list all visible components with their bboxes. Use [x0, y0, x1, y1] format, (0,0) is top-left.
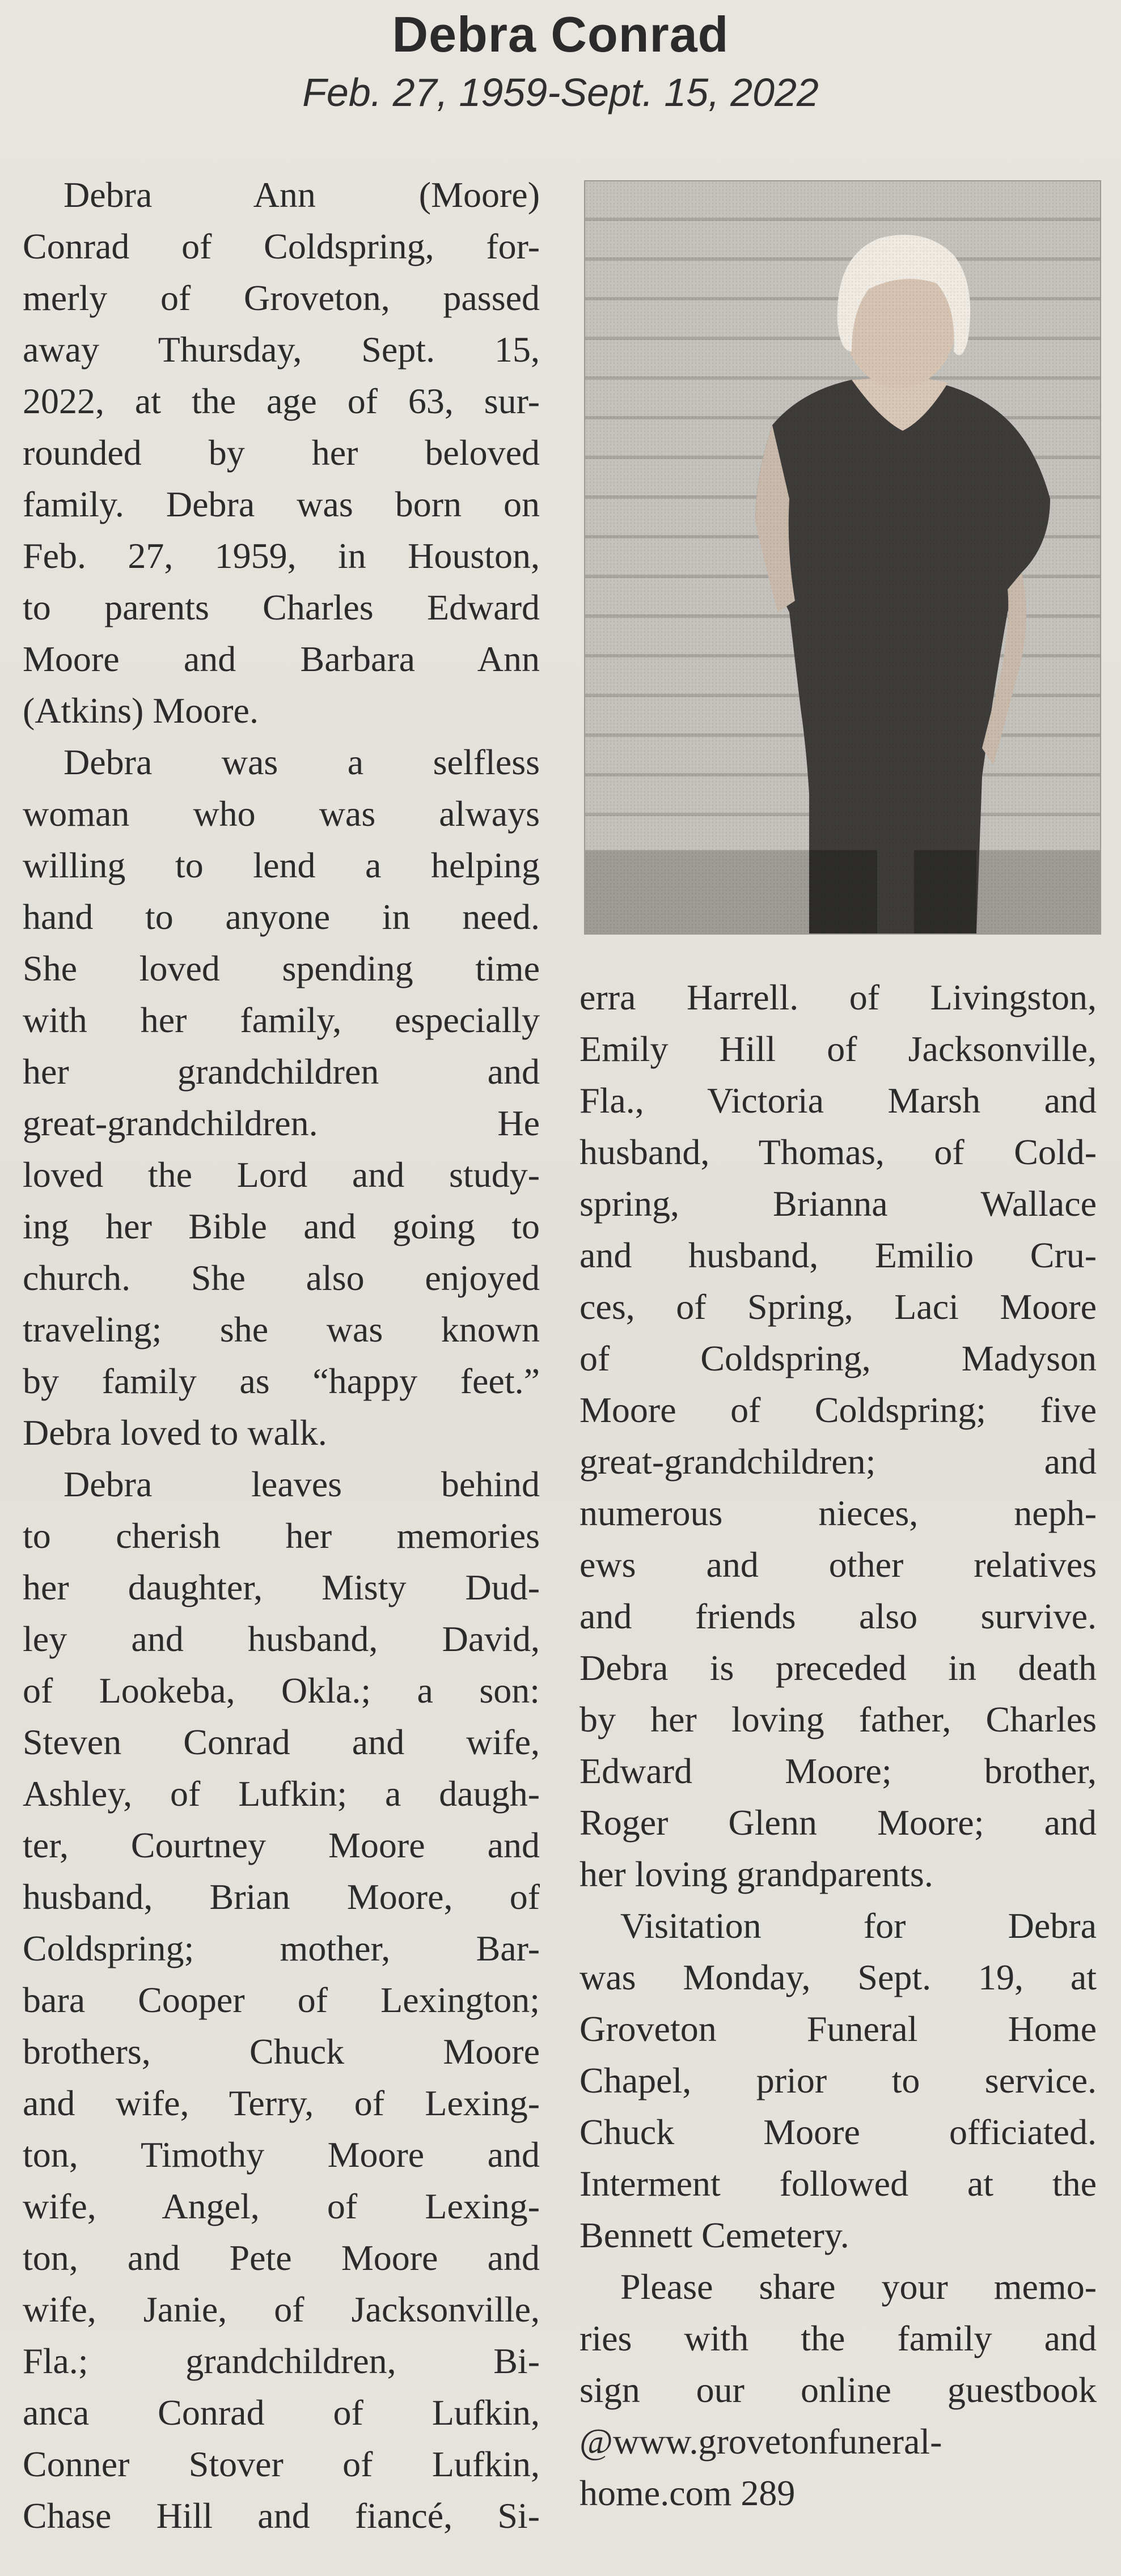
text-line: numerous nieces, neph- [579, 1493, 1097, 1533]
portrait-photo [584, 180, 1101, 935]
text-line: home.com 289 [579, 2473, 796, 2513]
text-line: great-grandchildren; and [579, 1441, 1097, 1482]
text-line: by family as “happy feet.” [23, 1361, 540, 1401]
text-line: Edward Moore; brother, [579, 1751, 1097, 1791]
text-line: with her family, especially [23, 1000, 540, 1040]
text-line: Emily Hill of Jacksonville, [579, 1029, 1097, 1069]
text-line: ing her Bible and going to [23, 1206, 540, 1246]
text-line: Visitation for Debra [620, 1906, 1097, 1946]
text-line: 2022, at the age of 63, sur- [23, 381, 540, 421]
text-line: Steven Conrad and wife, [23, 1722, 540, 1762]
text-line: and husband, Emilio Cru- [579, 1235, 1097, 1275]
text-line: Debra Ann (Moore) [64, 175, 540, 215]
text-line: Chapel, prior to service. [579, 2060, 1097, 2100]
text-line: Debra is preceded in death [579, 1648, 1097, 1688]
text-line: her grandchildren and [23, 1051, 540, 1092]
text-line: She loved spending time [23, 948, 540, 988]
text-line: Fla.; grandchildren, Bi- [23, 2341, 540, 2381]
text-line: rounded by her beloved [23, 432, 540, 473]
text-line: and friends also survive. [579, 1596, 1097, 1636]
text-line: hand to anyone in need. [23, 897, 540, 937]
text-line: brothers, Chuck Moore [23, 2031, 540, 2072]
text-line: was Monday, Sept. 19, at [579, 1957, 1097, 1997]
text-line: ton, and Pete Moore and [23, 2238, 540, 2278]
text-line: to cherish her memories [23, 1516, 540, 1556]
text-line: Debra was a selfless [64, 742, 540, 782]
text-line: Ashley, of Lufkin; a daugh- [23, 1773, 540, 1814]
text-line: Fla., Victoria Marsh and [579, 1080, 1097, 1121]
text-line: away Thursday, Sept. 15, [23, 329, 540, 370]
text-line: wife, Janie, of Jacksonville, [23, 2289, 540, 2329]
text-line: traveling; she was known [23, 1309, 540, 1349]
text-line: sign our online guestbook [579, 2370, 1097, 2410]
text-line: ley and husband, David, [23, 1619, 540, 1659]
portrait-photo-icon [585, 181, 1100, 933]
text-line: loved the Lord and study- [23, 1155, 540, 1195]
text-line: @www.grovetonfuneral- [579, 2421, 942, 2462]
text-line: Interment followed at the [579, 2163, 1097, 2204]
text-line: and wife, Terry, of Lexing- [23, 2083, 540, 2123]
text-line: of Coldspring, Madyson [579, 1338, 1097, 1378]
text-line: husband, Brian Moore, of [23, 1877, 540, 1917]
text-line: Please share your memo- [620, 2267, 1097, 2307]
life-dates: Feb. 27, 1959-Sept. 15, 2022 [302, 70, 819, 114]
text-line: merly of Groveton, passed [23, 278, 540, 318]
text-line: woman who was always [23, 793, 540, 834]
text-line: wife, Angel, of Lexing- [23, 2186, 540, 2226]
text-line: family. Debra was born on [23, 484, 540, 524]
text-line: anca Conrad of Lufkin, [23, 2392, 540, 2433]
text-line: Bennett Cemetery. [579, 2215, 849, 2255]
text-line: Chase Hill and fiancé, Si- [23, 2496, 540, 2536]
text-line: ries with the family and [579, 2318, 1097, 2358]
text-line: Roger Glenn Moore; and [579, 1802, 1097, 1843]
text-line: ter, Courtney Moore and [23, 1825, 540, 1865]
text-line: her loving grandparents. [579, 1854, 933, 1894]
text-line: Moore of Coldspring; five [579, 1390, 1097, 1430]
text-line: ces, of Spring, Laci Moore [579, 1287, 1097, 1327]
text-line: of Lookeba, Okla.; a son: [23, 1670, 540, 1711]
text-line: Debra loved to walk. [23, 1412, 327, 1453]
text-line: her daughter, Misty Dud- [23, 1567, 540, 1607]
text-line: Chuck Moore officiated. [579, 2112, 1097, 2152]
text-line: Groveton Funeral Home [579, 2009, 1097, 2049]
text-line: erra Harrell. of Livingston, [579, 977, 1097, 1017]
text-line: Conner Stover of Lufkin, [23, 2444, 540, 2484]
text-line: great-grandchildren. He [23, 1103, 540, 1143]
text-line: (Atkins) Moore. [23, 690, 259, 731]
text-line: Conrad of Coldspring, for- [23, 226, 540, 266]
obituary-headline: Debra Conrad [392, 6, 729, 62]
text-line: bara Cooper of Lexington; [23, 1980, 540, 2020]
text-line: willing to lend a helping [23, 845, 540, 885]
text-line: Feb. 27, 1959, in Houston, [23, 536, 540, 576]
text-line: Debra leaves behind [64, 1464, 540, 1504]
text-line: church. She also enjoyed [23, 1258, 540, 1298]
text-line: ton, Timothy Moore and [23, 2134, 540, 2175]
obituary-text-left-column [23, 169, 540, 2541]
text-line: husband, Thomas, of Cold- [579, 1132, 1097, 1172]
obituary-text-right-column [579, 971, 1097, 2519]
text-line: spring, Brianna Wallace [579, 1183, 1097, 1224]
text-line: by her loving father, Charles [579, 1699, 1097, 1739]
text-line: ews and other relatives [579, 1544, 1097, 1585]
text-line: Moore and Barbara Ann [23, 639, 540, 679]
text-line: to parents Charles Edward [23, 587, 540, 627]
text-line: Coldspring; mother, Bar- [23, 1928, 540, 1968]
